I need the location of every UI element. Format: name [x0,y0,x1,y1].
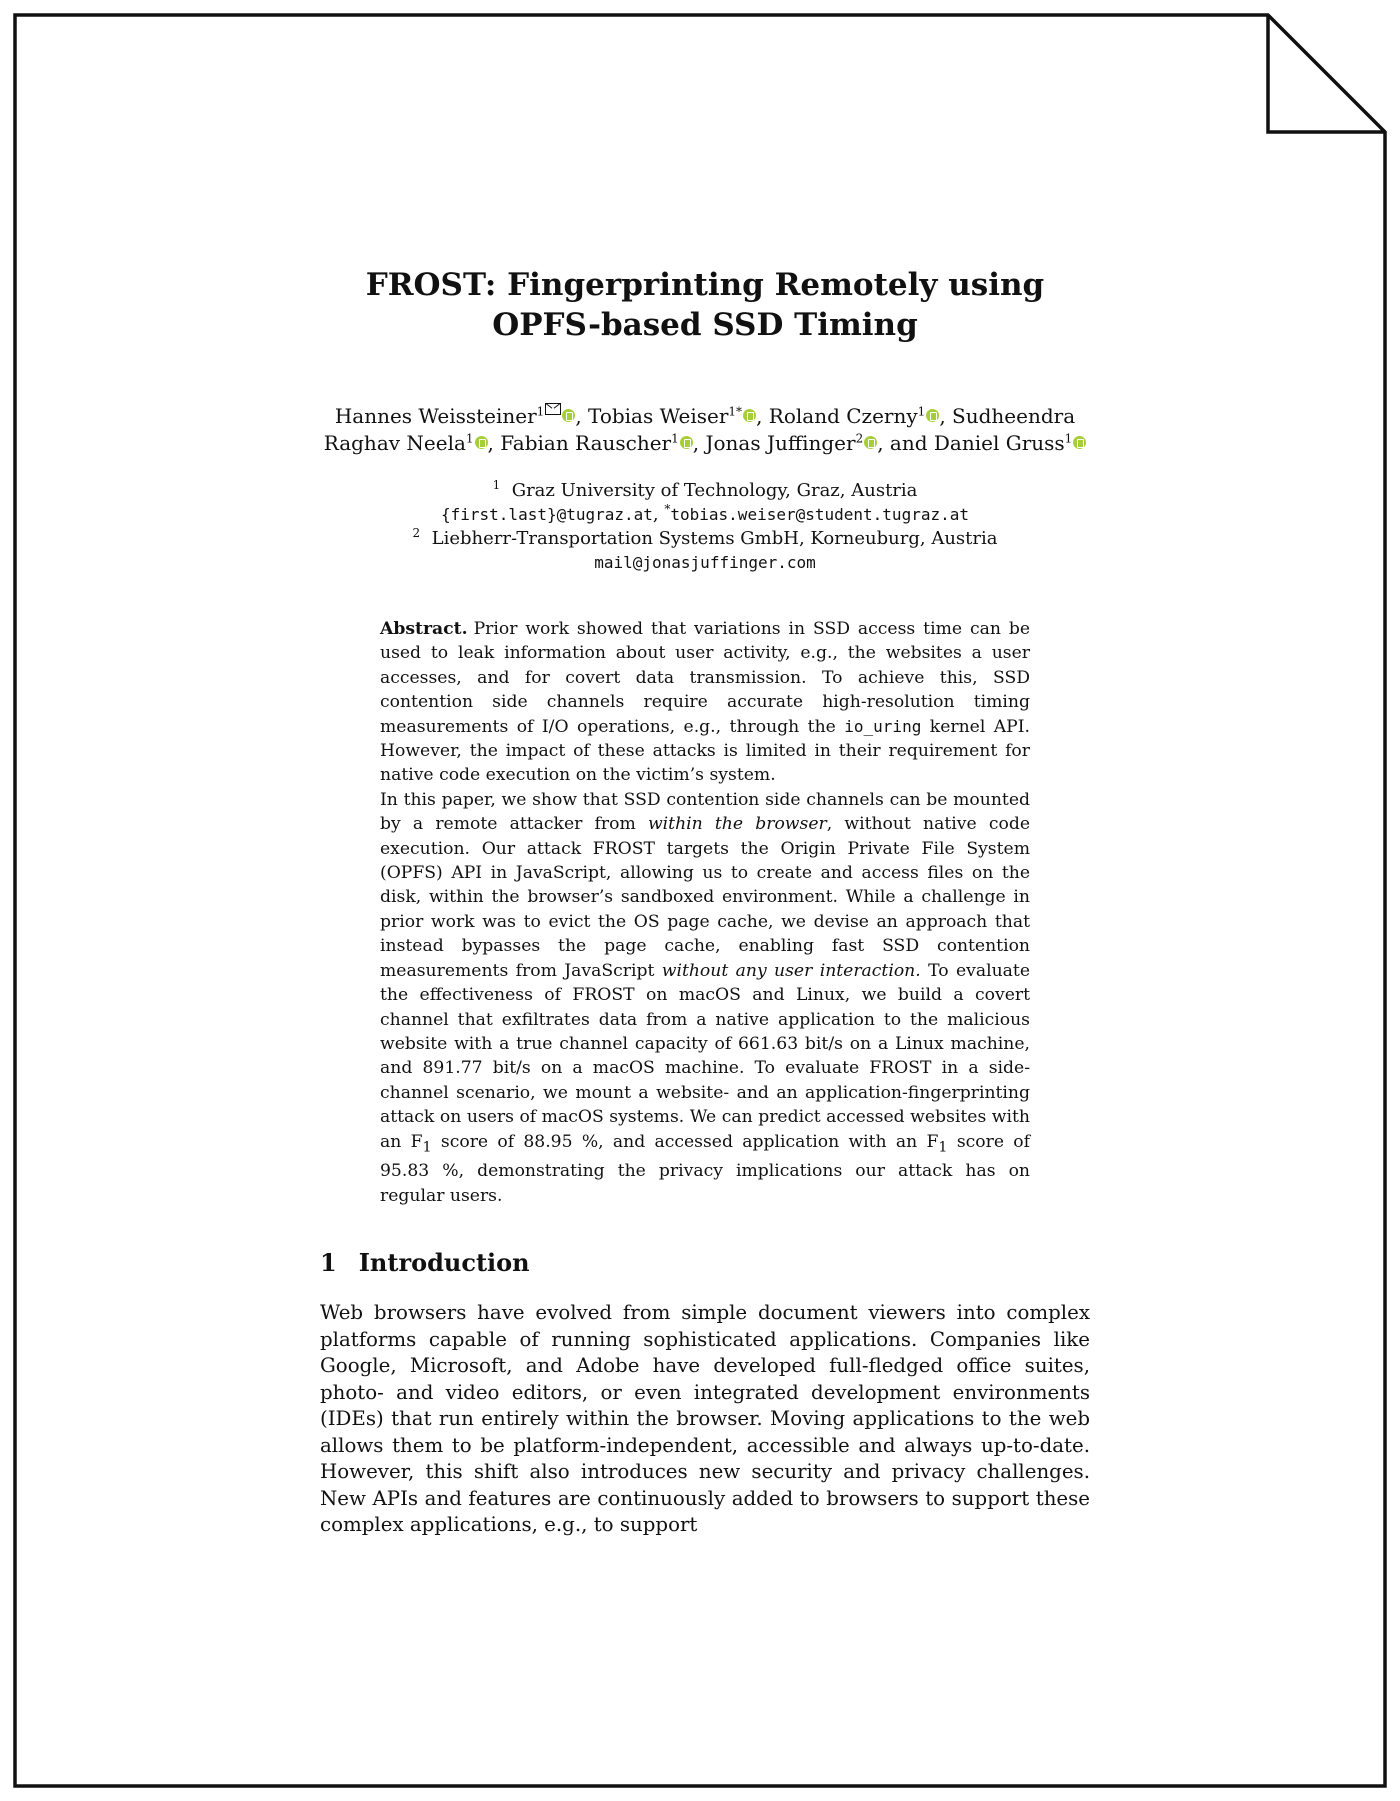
abstract [380,617,1030,1208]
introduction-paragraph: Web browsers have evolved from simple document viewers into complex platforms capable of running sophisticated applications. Companies like Google, Microsoft, and Adobe have developed full-fledged office suites, photo- and video editors, or even integrated development environments (IDEs) that run entirely within the browser. Moving applications to the web allows them to be platform-independent, accessible and always up-to-date. However, this shift also introduces new security and privacy challenges. New APIs and features are continuously added to browsers to support these complex applications, e.g., to support [320,1301,1090,1537]
author-7: and Daniel Gruss$^1$ [890,431,1086,455]
abstract-label: Abstract. [380,619,468,639]
affiliation-1-emails: {first.last}@tugraz.at, *tobias.weiser@student.tugraz.at [441,502,969,525]
abstract-paragraph-2: In this paper, we show that SSD contention side channels can be mounted by a remote attacker from within the browser, without native code execution. Our attack FROST targets the Origin Private File System (OPFS) API in JavaScript, allowing us to create and access files on the disk, within the browser’s sandboxed environment. While a challenge in prior work was to evict the OS page cache, we devise an approach that instead bypasses the page cache, enabling fast SSD contention measurements from JavaScript without any user interaction. To evaluate the effectiveness of FROST on macOS and Linux, we build a covert channel that exfiltrates data from a native application to the malicious website with a true channel capacity of 661.63 bit/s on a Linux machine, and 891.77 bit/s on a macOS machine. To evaluate FROST in a side-channel scenario, we mount a website- and an application-fingerprinting attack on users of macOS systems. We can predict accessed websites with an $F_1$ score of 88.95 %, and accessed application with an $F_1$ score of 95.83 %, demonstrating the privacy implications our attack has on regular users. [380,789,1030,1206]
author-5: Fabian Rauscher$^1$ [500,431,693,455]
orcid-icon[interactable] [864,436,877,449]
section-title: Introduction [358,1248,530,1278]
orcid-icon[interactable] [926,409,939,422]
author-list: Hannes Weissteiner$^1$ , Tobias Weiser$^{1*}$ , Roland Czerny$^1$ , Sudheendra Raghav Neela$^1$ , Fabian Rauscher$^1$ , Jonas Juffinger$^2$ , and Daniel Gruss$^1$ [320,403,1090,457]
envelope-icon [545,403,561,415]
section-heading-introduction [320,1248,1090,1278]
paper-content [320,265,1090,1539]
paper-title [320,265,1090,345]
author-6: Jonas Juffinger$^2$ [705,431,877,455]
orcid-icon[interactable] [475,436,488,449]
author-2: Tobias Weiser$^{1*}$ [588,404,756,428]
section-number: 1 [320,1248,337,1278]
author-4: Sudheendra Raghav Neela$^1$ [323,404,1076,455]
abstract-paragraph-1: Abstract. Prior work showed that variations in SSD access time can be used to leak information about user activity, e.g., the websites a user accesses, and for covert data transmission. To achieve this, SSD contention side channels require accurate high-resolution timing measurements of I/O operations, e.g., through the io_uring kernel API. However, the impact of these attacks is limited in their requirement for native code execution on the victim’s system. [380,619,1030,786]
author-1: Hannes Weissteiner$^1$ [335,404,575,428]
affiliation-2: $^2$ Liebherr-Transportation Systems GmbH, Korneuburg, Austria [412,526,998,549]
title-line-2: OPFS-based SSD Timing [492,307,918,343]
email-group[interactable]: {first.last}@tugraz.at [441,505,653,524]
title-line-1: FROST: Fingerprinting Remotely using [365,267,1045,303]
affiliations [320,479,1090,575]
inline-code: io_uring [844,716,922,736]
author-3: Roland Czerny$^1$ [769,404,940,428]
orcid-icon[interactable] [680,436,693,449]
email-tobias[interactable]: tobias.weiser@student.tugraz.at [670,505,969,524]
affiliation-1: $^1$ Graz University of Technology, Graz, Austria [492,478,918,501]
email-jonas[interactable]: mail@jonasjuffinger.com [594,553,816,572]
affiliation-2-email [320,551,1090,575]
introduction-body [320,1300,1090,1539]
orcid-icon[interactable] [1073,436,1086,449]
orcid-icon[interactable] [562,409,575,422]
orcid-icon[interactable] [743,409,756,422]
